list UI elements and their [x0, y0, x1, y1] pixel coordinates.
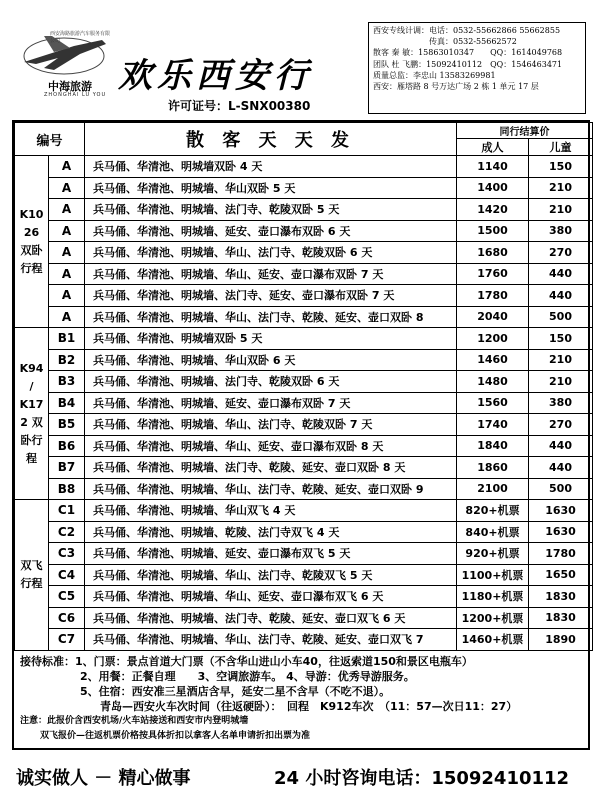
route-code: B4	[49, 392, 85, 414]
table-row	[15, 435, 593, 457]
price-child: 1780	[529, 543, 593, 565]
price-child: 440	[529, 285, 593, 307]
route-name: 兵马俑、华清池、明城墙、延安、壶口瀑布双卧 7 天	[85, 392, 457, 414]
price-adult: 920+机票	[457, 543, 529, 565]
price-child: 150	[529, 156, 593, 178]
route-name: 兵马俑、华清池、明城墙、乾陵、法门寺双飞 4 天	[85, 521, 457, 543]
route-name: 兵马俑、华清池、明城墙、华山、法门寺、乾陵、延安、壶口双卧 8	[85, 306, 457, 328]
table-row	[15, 242, 593, 264]
price-child: 1890	[529, 629, 593, 651]
route-code: B5	[49, 414, 85, 436]
note-line: 2、用餐：正餐自理 3、空调旅游车。 4、导游：优秀导游服务。	[80, 669, 415, 683]
route-name: 兵马俑、华清池、明城墙双卧 5 天	[85, 328, 457, 350]
notes-label: 接待标准：	[20, 654, 75, 668]
price-adult: 1460+机票	[457, 629, 529, 651]
table-row	[15, 177, 593, 199]
route-name: 兵马俑、华清池、明城墙、华山双卧 6 天	[85, 349, 457, 371]
header-adult: 成人	[457, 139, 529, 156]
contact-line: 西安专线计调：电话：0532-55662866 55662855	[373, 26, 561, 35]
brand-title: 欢乐西安行	[118, 56, 313, 96]
price-adult: 1840	[457, 435, 529, 457]
price-child: 210	[529, 371, 593, 393]
table-row	[15, 478, 593, 500]
table-row	[15, 500, 593, 522]
group-label: K10 26 双卧 行程	[15, 156, 49, 328]
price-child: 270	[529, 242, 593, 264]
price-child: 210	[529, 177, 593, 199]
route-code: C5	[49, 586, 85, 608]
contact-line: 质量总监：李忠山 13583269981	[373, 70, 496, 80]
price-adult: 2100	[457, 478, 529, 500]
contact-box	[368, 22, 586, 114]
group-label: K94 / K17 2 双 卧行 程	[15, 328, 49, 500]
route-name: 兵马俑、华清池、明城墙、华山、法门寺、乾陵双飞 5 天	[85, 564, 457, 586]
route-name: 兵马俑、华清池、明城墙、华山、延安、壶口瀑布双飞 6 天	[85, 586, 457, 608]
route-name: 兵马俑、华清池、明城墙、华山双卧 5 天	[85, 177, 457, 199]
price-adult: 1860	[457, 457, 529, 479]
table-row	[15, 586, 593, 608]
route-name: 兵马俑、华清池、明城墙、华山、延安、壶口瀑布双卧 7 天	[85, 263, 457, 285]
table-row	[15, 371, 593, 393]
route-code: A	[49, 220, 85, 242]
route-code: A	[49, 285, 85, 307]
route-code: C7	[49, 629, 85, 651]
table-row	[15, 629, 593, 651]
route-name: 兵马俑、华清池、明城墙双卧 4 天	[85, 156, 457, 178]
route-code: B1	[49, 328, 85, 350]
table-row	[15, 457, 593, 479]
note-line: 1、门票：景点首道大门票（不含华山进山小车40，往返索道150和景区电瓶车）	[75, 654, 473, 668]
price-adult: 1760	[457, 263, 529, 285]
route-code: B7	[49, 457, 85, 479]
route-name: 兵马俑、华清池、明城墙、法门寺、乾陵、延安、壶口双飞 6 天	[85, 607, 457, 629]
price-child: 210	[529, 199, 593, 221]
route-name: 兵马俑、华清池、明城墙、华山双飞 4 天	[85, 500, 457, 522]
price-adult: 820+机票	[457, 500, 529, 522]
price-adult: 840+机票	[457, 521, 529, 543]
price-adult: 1180+机票	[457, 586, 529, 608]
route-name: 兵马俑、华清池、明城墙、延安、壶口瀑布双卧 6 天	[85, 220, 457, 242]
table-row	[15, 349, 593, 371]
footer	[12, 760, 590, 790]
contact-line: 散客 秦 敏：15863010347 QQ：1614049768	[373, 48, 563, 58]
notes-section	[14, 651, 588, 748]
header-child: 儿童	[529, 139, 593, 156]
route-code: C2	[49, 521, 85, 543]
price-adult: 1480	[457, 371, 529, 393]
price-adult: 1200+机票	[457, 607, 529, 629]
header-title: 散 客 天 天 发	[85, 123, 457, 156]
table-row	[15, 564, 593, 586]
price-child: 270	[529, 414, 593, 436]
price-child: 1830	[529, 586, 593, 608]
table-row	[15, 220, 593, 242]
table-row	[15, 521, 593, 543]
route-code: C3	[49, 543, 85, 565]
license-number: 许可证号：L-SNX00380	[168, 99, 311, 113]
price-adult: 1500	[457, 220, 529, 242]
route-name: 兵马俑、华清池、明城墙、延安、壶口瀑布双飞 5 天	[85, 543, 457, 565]
note-line: 5、住宿：西安准三星酒店含早，延安二星不含早（不吃不退）。	[80, 684, 391, 698]
price-child: 500	[529, 306, 593, 328]
note-line: 注意：此报价含西安机场/火车站接送和西安市内登明城墙	[20, 715, 249, 726]
logo-text: 中海旅游	[48, 80, 92, 93]
route-name: 兵马俑、华清池、明城墙、华山、法门寺、乾陵、延安、壶口双卧 9	[85, 478, 457, 500]
route-code: A	[49, 156, 85, 178]
route-code: B8	[49, 478, 85, 500]
table-row	[15, 156, 593, 178]
company-logo	[14, 26, 114, 98]
header	[0, 0, 595, 116]
price-child: 440	[529, 435, 593, 457]
price-child: 210	[529, 349, 593, 371]
price-child: 1630	[529, 521, 593, 543]
header-code: 编号	[15, 123, 85, 156]
group-label: 双飞 行程	[15, 500, 49, 651]
price-adult: 1200	[457, 328, 529, 350]
price-table-body	[15, 156, 593, 651]
price-child: 380	[529, 392, 593, 414]
contact-line: 西安：雁塔路 8 号万达广场 2 栋 1 单元 17 层	[373, 82, 539, 92]
note-line: 双飞报价—往返机票价格按具体折扣以拿客人名单申请折扣出票为准	[40, 730, 311, 741]
table-row	[15, 263, 593, 285]
route-code: A	[49, 177, 85, 199]
route-code: B6	[49, 435, 85, 457]
slogan: 诚实做人 － 精心做事	[16, 768, 191, 789]
table-row	[15, 543, 593, 565]
route-code: B2	[49, 349, 85, 371]
note-line: 青岛—西安火车次时间（往返硬卧）： 回程 K912车次 （11：57—次日11：27）	[100, 699, 518, 713]
contact-line: 团队 杜 飞鹏：15092410112 QQ：1546463471	[373, 59, 563, 69]
header-price: 同行结算价	[457, 123, 593, 139]
logo-arc-text: 西安海路旅游汽车服务有限公司	[50, 31, 111, 44]
table-row	[15, 199, 593, 221]
route-code: A	[49, 306, 85, 328]
route-code: C6	[49, 607, 85, 629]
price-adult: 1680	[457, 242, 529, 264]
route-code: C4	[49, 564, 85, 586]
price-adult: 2040	[457, 306, 529, 328]
table-row	[15, 328, 593, 350]
route-code: A	[49, 242, 85, 264]
price-adult: 1740	[457, 414, 529, 436]
contact-line: 传真：0532-55662572	[373, 37, 517, 47]
table-row	[15, 607, 593, 629]
route-code: C1	[49, 500, 85, 522]
price-adult: 1140	[457, 156, 529, 178]
price-child: 1830	[529, 607, 593, 629]
route-name: 兵马俑、华清池、明城墙、华山、法门寺、乾陵双卧 7 天	[85, 414, 457, 436]
route-name: 兵马俑、华清池、明城墙、华山、法门寺、乾陵双卧 6 天	[85, 242, 457, 264]
price-child: 440	[529, 457, 593, 479]
price-table-frame	[12, 120, 590, 750]
route-name: 兵马俑、华清池、明城墙、华山、延安、壶口瀑布双卧 8 天	[85, 435, 457, 457]
price-child: 440	[529, 263, 593, 285]
price-child: 1650	[529, 564, 593, 586]
price-adult: 1400	[457, 177, 529, 199]
route-name: 兵马俑、华清池、明城墙、法门寺、乾陵、延安、壶口双卧 8 天	[85, 457, 457, 479]
route-code: A	[49, 263, 85, 285]
price-child: 150	[529, 328, 593, 350]
price-child: 1630	[529, 500, 593, 522]
logo-subtext: ZHONGHAI LU YOU	[44, 92, 107, 98]
price-adult: 1460	[457, 349, 529, 371]
route-code: B3	[49, 371, 85, 393]
route-name: 兵马俑、华清池、明城墙、华山、法门寺、乾陵、延安、壶口双飞 7	[85, 629, 457, 651]
table-row	[15, 392, 593, 414]
route-code: A	[49, 199, 85, 221]
price-adult: 1560	[457, 392, 529, 414]
price-child: 500	[529, 478, 593, 500]
price-child: 380	[529, 220, 593, 242]
price-adult: 1100+机票	[457, 564, 529, 586]
route-name: 兵马俑、华清池、明城墙、法门寺、乾陵双卧 6 天	[85, 371, 457, 393]
price-adult: 1780	[457, 285, 529, 307]
price-adult: 1420	[457, 199, 529, 221]
route-name: 兵马俑、华清池、明城墙、法门寺、乾陵双卧 5 天	[85, 199, 457, 221]
table-row	[15, 306, 593, 328]
route-name: 兵马俑、华清池、明城墙、法门寺、延安、壶口瀑布双卧 7 天	[85, 285, 457, 307]
hotline: 24 小时咨询电话：15092410112	[274, 768, 570, 789]
price-table	[14, 122, 593, 651]
table-row	[15, 414, 593, 436]
table-row	[15, 285, 593, 307]
